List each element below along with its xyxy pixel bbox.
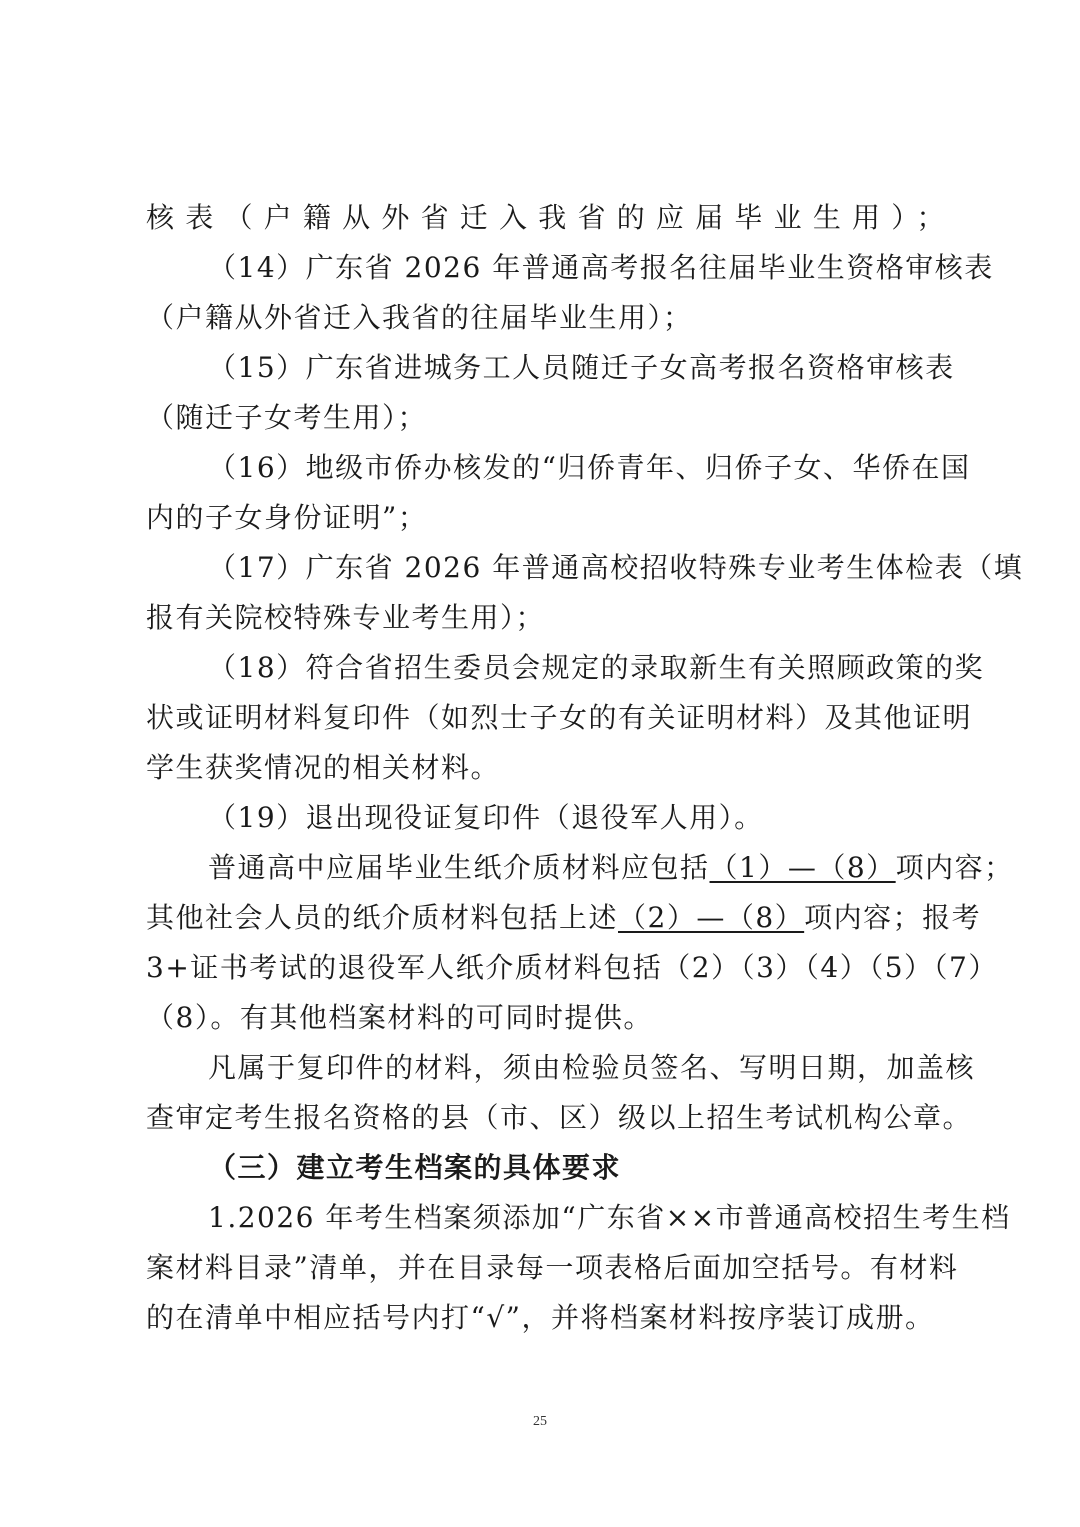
paragraph-line: 的在清单中相应括号内打“√”，并将档案材料按序装订成册。 bbox=[146, 1301, 935, 1334]
page-number: 25 bbox=[533, 1414, 547, 1429]
list-item-16: （16）地级市侨办核发的“归侨青年、归侨子女、华侨在国 bbox=[208, 451, 971, 484]
list-item-15: （15）广东省进城务工人员随迁子女高考报名资格审核表 bbox=[208, 351, 955, 384]
paragraph-line: 1.2026 年考生档案须添加“广东省××市普通高校招生考生档 bbox=[208, 1201, 1011, 1234]
text-line: （随迁子女考生用）； bbox=[146, 401, 428, 434]
text-line: 核表（户籍从外省迁入我省的应届毕业生用）； bbox=[146, 201, 946, 234]
paragraph-line bbox=[146, 893, 982, 943]
paragraph-line: 凡属于复印件的材料，须由检验员签名、写明日期，加盖核 bbox=[208, 1051, 976, 1084]
text-line: （户籍从外省迁入我省的往届毕业生用）； bbox=[146, 301, 693, 334]
text-span: 项内容；报考 bbox=[804, 901, 982, 934]
text-line: 内的子女身份证明”； bbox=[146, 501, 428, 534]
text-span: 其他社会人员的纸介质材料包括上述 bbox=[146, 901, 619, 934]
underlined-item-range: （1）—（8） bbox=[709, 851, 896, 884]
list-item-18: （18）符合省招生委员会规定的录取新生有关照顾政策的奖 bbox=[208, 651, 985, 684]
text-line: 学生获奖情况的相关材料。 bbox=[146, 751, 501, 784]
list-item-14: （14）广东省 2026 年普通高考报名往届毕业生资格审核表 bbox=[208, 251, 994, 284]
section-heading: （三）建立考生档案的具体要求 bbox=[208, 1151, 622, 1184]
text-line: 报有关院校特殊专业考生用）； bbox=[146, 601, 546, 634]
document-body bbox=[146, 193, 1024, 1343]
text-line: 状或证明材料复印件（如烈士子女的有关证明材料）及其他证明 bbox=[146, 701, 973, 734]
list-item-19: （19）退出现役证复印件（退役军人用）。 bbox=[208, 801, 764, 834]
paragraph-line: （8）。有其他档案材料的可同时提供。 bbox=[146, 1001, 653, 1034]
paragraph-line: 3+证书考试的退役军人纸介质材料包括（2）（3）（4）（5）（7） bbox=[146, 951, 998, 984]
paragraph-line bbox=[146, 843, 1014, 893]
paragraph-line: 查审定考生报名资格的县（市、区）级以上招生考试机构公章。 bbox=[146, 1101, 973, 1134]
text-span: 项内容； bbox=[895, 851, 1014, 884]
paragraph-line: 案材料目录”清单，并在目录每一项表格后面加空括号。有材料 bbox=[146, 1251, 959, 1284]
list-item-17: （17）广东省 2026 年普通高校招收特殊专业考生体检表（填 bbox=[208, 551, 1024, 584]
text-span: 普通高中应届毕业生纸介质材料应包括 bbox=[208, 851, 710, 884]
underlined-item-range: （2）—（8） bbox=[618, 901, 805, 934]
